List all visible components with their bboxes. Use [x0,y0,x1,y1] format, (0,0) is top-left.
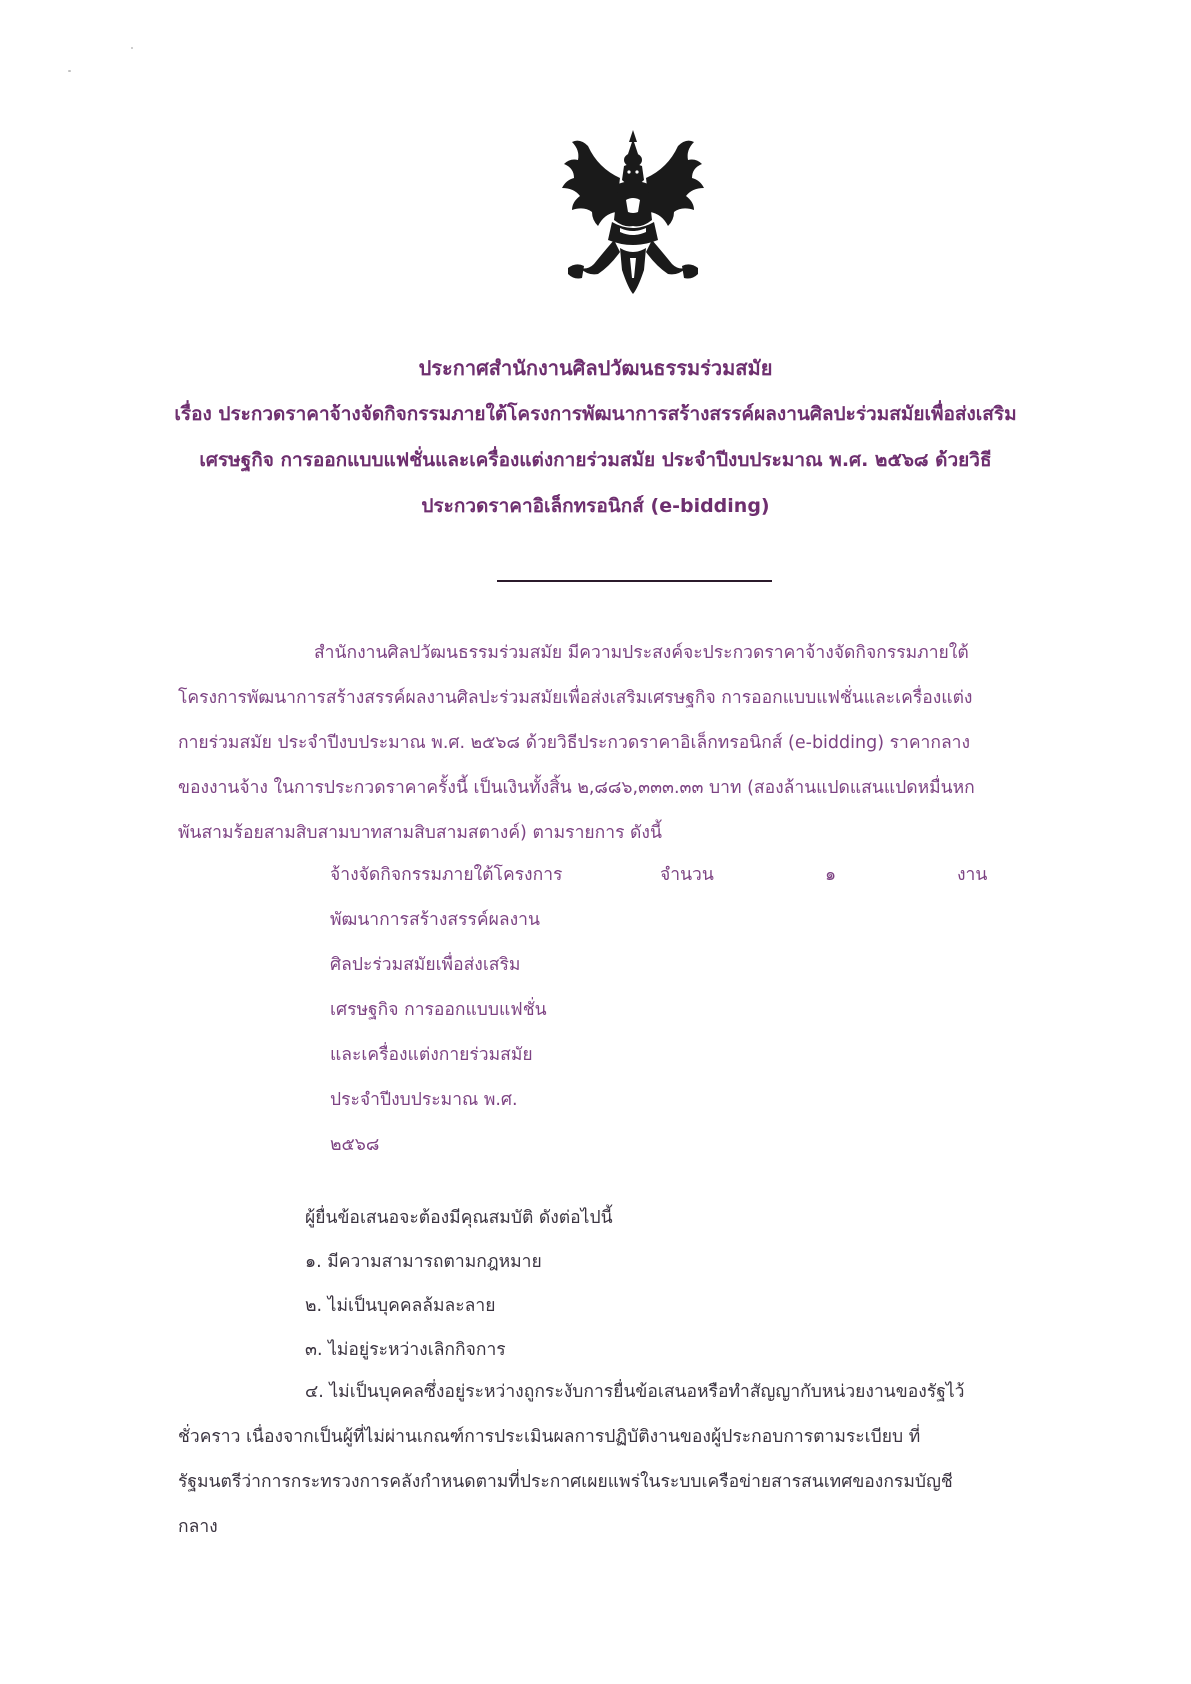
qualifications [305,1196,1065,1372]
qualification-item-4 [178,1370,1078,1550]
item-row [330,1033,1030,1078]
scan-speck [68,70,71,72]
paragraph-line: รัฐมนตรีว่าการกระทรวงการคลังกำหนดตามที่ประกาศเผยแพร่ในระบบเครือข่ายสารสนเทศของกรมบัญชี [178,1472,953,1492]
item-name-line: เศรษฐกิจ การออกแบบแฟชั่น [330,1000,547,1020]
item-name-line: ประจำปีงบประมาณ พ.ศ. [330,1090,518,1110]
item-name-line: พัฒนาการสร้างสรรค์ผลงาน [330,910,540,930]
item-row [330,898,1030,943]
paragraph-line: กายร่วมสมัย ประจำปีงบประมาณ พ.ศ. ๒๕๖๘ ด้วยวิธีประกวดราคาอิเล็กทรอนิกส์ (e-bidding) ราคากลาง [178,733,971,753]
qualifications-intro: ผู้ยื่นข้อเสนอจะต้องมีคุณสมบัติ ดังต่อไปนี้ [305,1208,613,1228]
qualification-item: ๑. มีความสามารถตามกฎหมาย [305,1252,542,1272]
item-row [330,1123,1030,1168]
item-row [330,943,1030,988]
paragraph-line: พันสามร้อยสามสิบสามบาทสามสิบสามสตางค์) ตามรายการ ดังนี้ [178,823,662,843]
paragraph-line: ชั่วคราว เนื่องจากเป็นผู้ที่ไม่ผ่านเกณฑ์การประเมินผลการปฏิบัติงานของผู้ประกอบการตามระเบียบ ที่ [178,1427,921,1447]
item-unit: งาน [957,865,988,885]
announcement-title [150,345,1041,529]
title-line: เศรษฐกิจ การออกแบบแฟชั่นและเครื่องแต่งกายร่วมสมัย ประจำปีงบประมาณ พ.ศ. ๒๕๖๘ ด้วยวิธี [199,449,992,471]
title-line: ประกวดราคาอิเล็กทรอนิกส์ (e-bidding) [421,495,770,517]
scan-speck [131,47,133,49]
garuda-emblem-icon [558,128,708,298]
paragraph-line: ๔. ไม่เป็นบุคคลซึ่งอยู่ระหว่างถูกระงับการยื่นข้อเสนอหรือทำสัญญากับหน่วยงานของรัฐไว้ [305,1382,965,1402]
qualification-item: ๓. ไม่อยู่ระหว่างเลิกกิจการ [305,1340,506,1360]
item-row [330,853,1030,898]
item-qty-label: จำนวน [660,865,714,885]
title-line: ประกาศสำนักงานศิลปวัฒนธรรมร่วมสมัย [418,356,773,380]
title-line: เรื่อง ประกวดราคาจ้างจัดกิจกรรมภายใต้โครงการพัฒนาการสร้างสรรค์ผลงานศิลปะร่วมสมัยเพื่อส่งเสริม [174,403,1017,425]
item-name-line: จ้างจัดกิจกรรมภายใต้โครงการ [330,865,563,885]
qualification-item: ๒. ไม่เป็นบุคคลล้มละลาย [305,1296,496,1316]
item-name-line: ศิลปะร่วมสมัยเพื่อส่งเสริม [330,955,521,975]
item-name-line: ๒๕๖๘ [330,1135,380,1155]
item-qty: ๑ [825,865,837,885]
item-name-line: และเครื่องแต่งกายร่วมสมัย [330,1045,533,1065]
title-divider [497,580,772,582]
paragraph-line: ของงานจ้าง ในการประกวดราคาครั้งนี้ เป็นเงินทั้งสิ้น ๒,๘๘๖,๓๓๓.๓๓ บาท (สองล้านแปดแสนแปดหมื่นหก [178,778,975,798]
item-row [330,988,1030,1033]
main-paragraph [178,631,1078,856]
paragraph-line: กลาง [178,1517,218,1537]
item-row [330,1078,1030,1123]
item-listing [330,853,1030,1168]
paragraph-line: สำนักงานศิลปวัฒนธรรมร่วมสมัย มีความประสงค์จะประกวดราคาจ้างจัดกิจกรรมภายใต้ [314,643,969,663]
paragraph-line: โครงการพัฒนาการสร้างสรรค์ผลงานศิลปะร่วมสมัยเพื่อส่งเสริมเศรษฐกิจ การออกแบบแฟชั่นและเครื่องแต่ง [178,688,973,708]
